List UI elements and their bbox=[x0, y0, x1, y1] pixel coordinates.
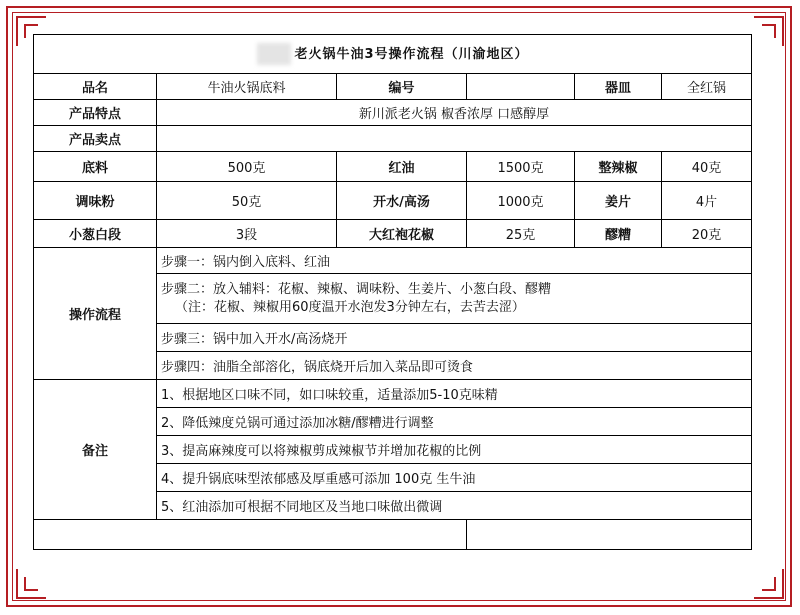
label-seasoning-powder: 调味粉 bbox=[34, 182, 157, 220]
value-ginger: 4片 bbox=[662, 182, 752, 220]
label-ginger: 姜片 bbox=[575, 182, 662, 220]
label-fermented-rice: 醪糟 bbox=[575, 220, 662, 248]
label-scallion: 小葱白段 bbox=[34, 220, 157, 248]
corner-ornament bbox=[754, 569, 784, 599]
features-row bbox=[34, 100, 752, 126]
ingredients-row-2 bbox=[34, 182, 752, 220]
process-step-3: 步骤三：锅中加入开水/高汤烧开 bbox=[157, 324, 752, 352]
value-vessel: 全红锅 bbox=[662, 74, 752, 100]
label-red-oil: 红油 bbox=[337, 152, 467, 182]
value-selling-points bbox=[157, 126, 752, 152]
corner-ornament bbox=[16, 569, 46, 599]
value-red-oil: 1500克 bbox=[467, 152, 575, 182]
process-step-4: 步骤四：油脂全部溶化，锅底烧开后加入菜品即可烫食 bbox=[157, 352, 752, 380]
value-whole-chili: 40克 bbox=[662, 152, 752, 182]
ingredients-row-3 bbox=[34, 220, 752, 248]
label-vessel: 器皿 bbox=[575, 74, 662, 100]
label-whole-chili: 整辣椒 bbox=[575, 152, 662, 182]
process-step-2-note: （注：花椒、辣椒用60度温开水泡发3分钟左右，去苦去涩） bbox=[175, 299, 525, 315]
selling-points-row bbox=[34, 126, 752, 152]
value-fermented-rice: 20克 bbox=[662, 220, 752, 248]
note-item-3: 3、提高麻辣度可以将辣椒剪成辣椒节并增加花椒的比例 bbox=[157, 436, 752, 464]
label-base: 底料 bbox=[34, 152, 157, 182]
value-base: 500克 bbox=[157, 152, 337, 182]
note-item-5: 5、红油添加可根据不同地区及当地口味做出微调 bbox=[157, 492, 752, 520]
footer-blank-row bbox=[34, 520, 752, 550]
value-features: 新川派老火锅 椒香浓厚 口感醇厚 bbox=[157, 100, 752, 126]
note-item-4: 4、提升锅底味型浓郁感及厚重感可添加 100克 生牛油 bbox=[157, 464, 752, 492]
value-seasoning-powder: 50克 bbox=[157, 182, 337, 220]
value-scallion: 3段 bbox=[157, 220, 337, 248]
label-code: 编号 bbox=[337, 74, 467, 100]
title-row bbox=[34, 35, 752, 74]
blurred-logo bbox=[257, 43, 291, 65]
label-water-broth: 开水/高汤 bbox=[337, 182, 467, 220]
value-product-name: 牛油火锅底料 bbox=[157, 74, 337, 100]
recipe-sheet-table bbox=[33, 34, 752, 550]
note-item-1: 1、根据地区口味不同，如口味较重，适量添加5-10克味精 bbox=[157, 380, 752, 408]
value-code bbox=[467, 74, 575, 100]
footer-blank-left bbox=[34, 520, 467, 550]
process-step-1: 步骤一：锅内倒入底料、红油 bbox=[157, 248, 752, 274]
notes-row bbox=[34, 380, 752, 408]
process-step-2-text: 步骤二：放入辅料：花椒、辣椒、调味粉、生姜片、小葱白段、醪糟 bbox=[161, 281, 552, 297]
product-info-row bbox=[34, 74, 752, 100]
value-sichuan-pepper: 25克 bbox=[467, 220, 575, 248]
note-item-2: 2、降低辣度兑锅可通过添加冰糖/醪糟进行调整 bbox=[157, 408, 752, 436]
ingredients-row-1 bbox=[34, 152, 752, 182]
label-sichuan-pepper: 大红袍花椒 bbox=[337, 220, 467, 248]
label-notes: 备注 bbox=[34, 380, 157, 520]
label-selling-points: 产品卖点 bbox=[34, 126, 157, 152]
label-product-name: 品名 bbox=[34, 74, 157, 100]
value-water-broth: 1000克 bbox=[467, 182, 575, 220]
process-step-row bbox=[34, 248, 752, 274]
process-step-2 bbox=[157, 274, 752, 324]
page-title: 老火锅牛油3号操作流程（川渝地区） bbox=[34, 35, 752, 74]
corner-ornament bbox=[754, 16, 784, 46]
label-process: 操作流程 bbox=[34, 248, 157, 380]
label-features: 产品特点 bbox=[34, 100, 157, 126]
footer-blank-right bbox=[467, 520, 752, 550]
